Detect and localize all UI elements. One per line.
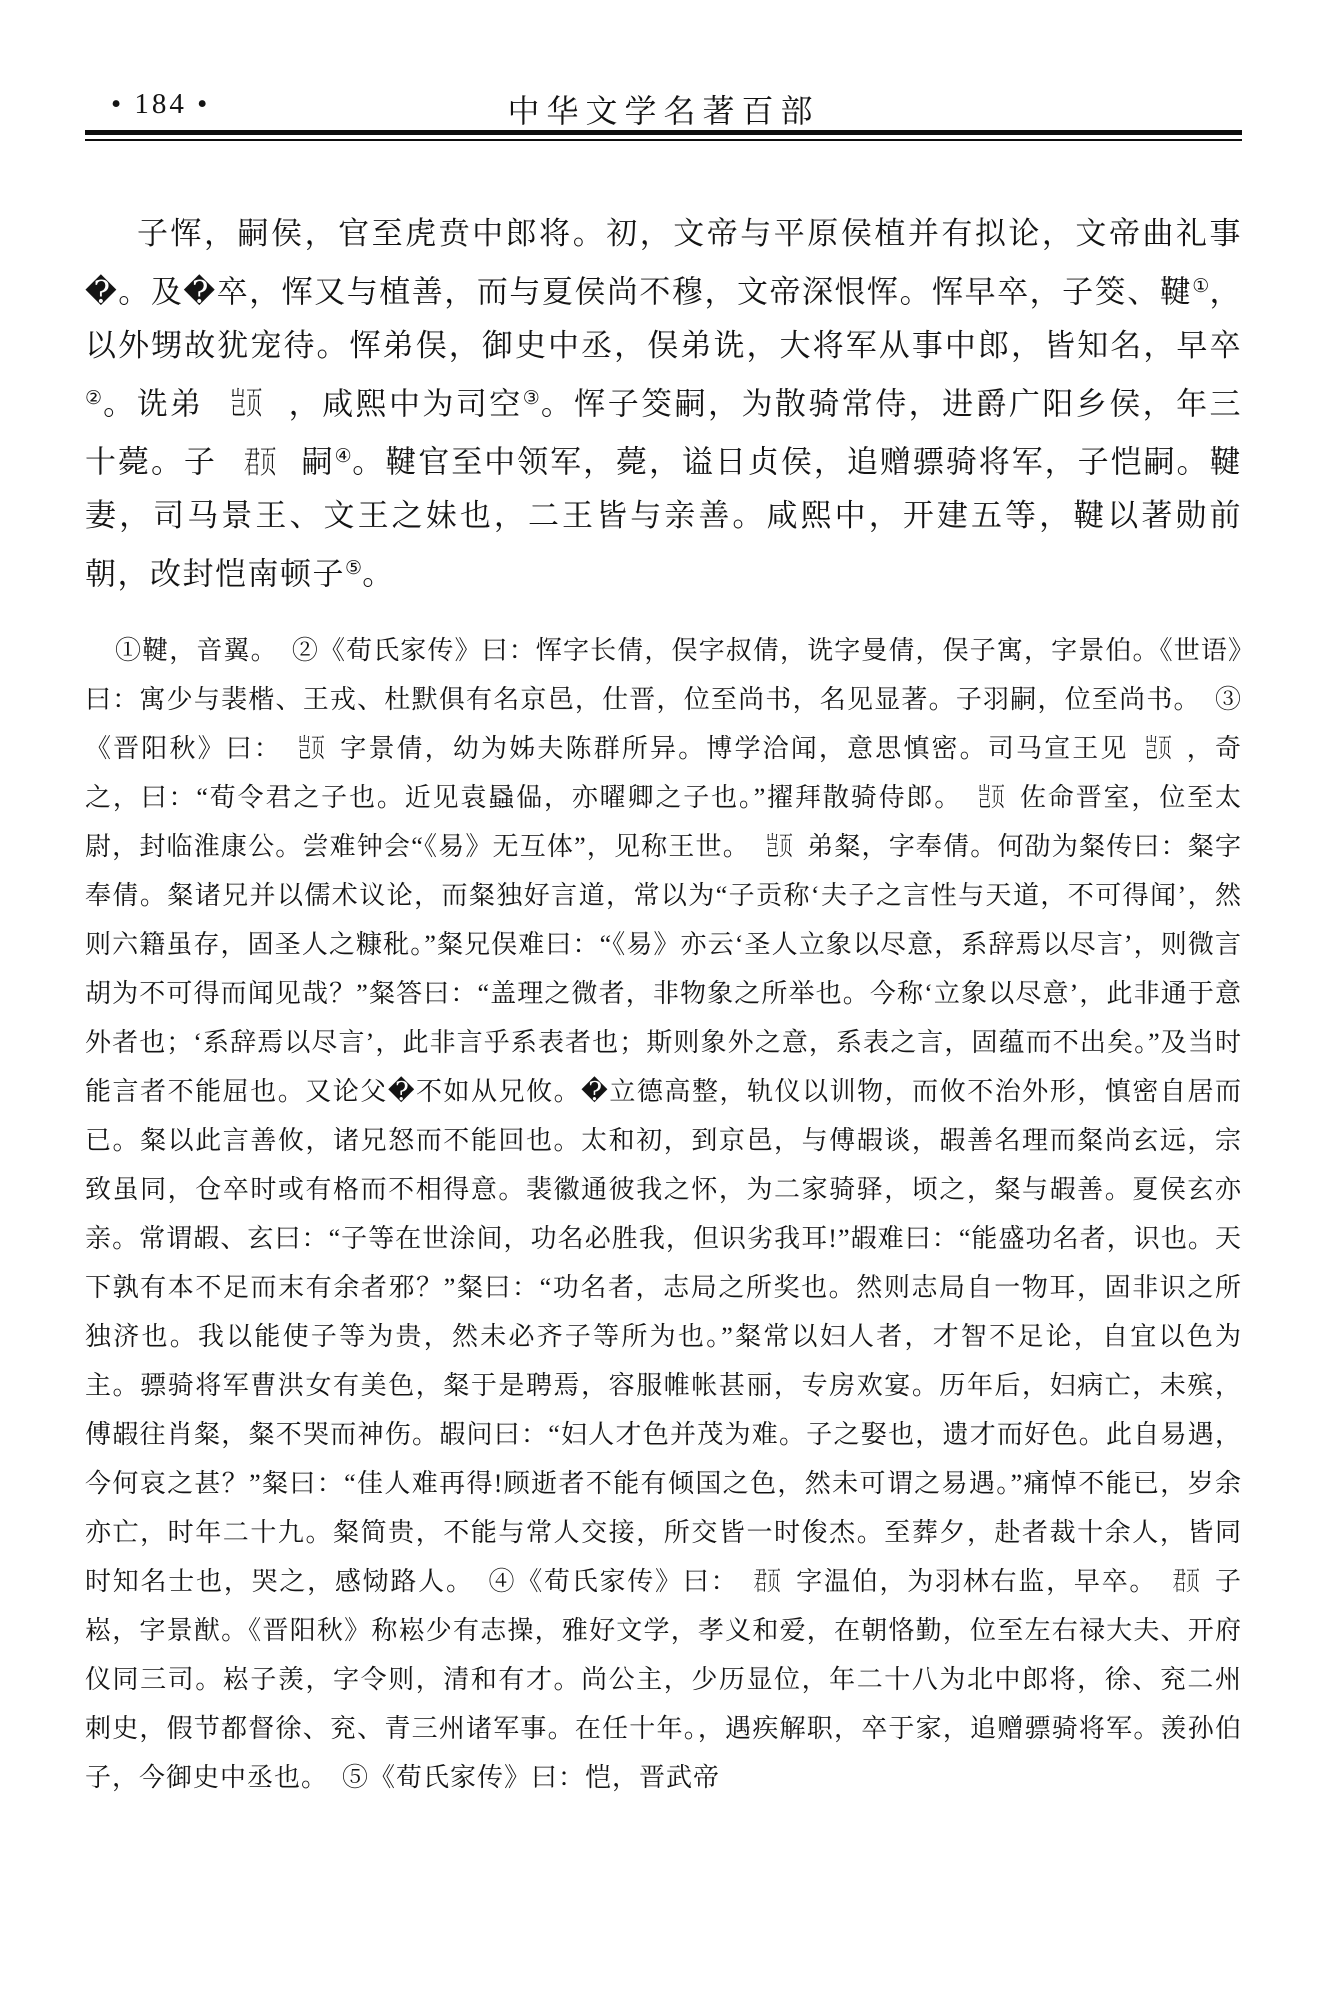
text-run: 。 xyxy=(362,556,395,592)
page-header xyxy=(85,86,1242,130)
text-run: ，奇之，曰：“荀令君之子也。近见袁蟁偘，亦曜卿之子也。”擢拜散骑侍郎。 xyxy=(85,734,1242,813)
footnote-marker: ③ xyxy=(522,387,541,409)
compressed-glyph: 岂页 xyxy=(297,734,325,764)
text-run: 字温伯，为羽林右监，早卒。 xyxy=(795,1567,1158,1597)
page-number: • 184 • xyxy=(111,88,211,120)
compressed-glyph: 君页 xyxy=(1172,1567,1200,1597)
compressed-glyph: 岂页 xyxy=(230,386,263,422)
text-run: 字景倩，幼为姊夫陈群所异。博学洽闻，意思慎密。司马宣王见 xyxy=(339,734,1129,764)
text-run: ，咸熙中为司空 xyxy=(287,386,523,422)
compressed-glyph: 岂页 xyxy=(1144,734,1172,764)
text-run: 。诜弟 xyxy=(103,386,204,422)
text-run: 佐命晋室，位至太尉，封临淮康公。尝难钟会“《易》无互体”，见称王世。 xyxy=(85,783,1242,862)
compressed-glyph: 岂页 xyxy=(977,783,1005,813)
footnote-marker: ② xyxy=(85,387,104,409)
text-run: 。恽子筊嗣，为散骑常侍，进爵广阳乡侯，年三十薨。子 xyxy=(85,386,1243,480)
compressed-glyph: 君页 xyxy=(243,444,277,480)
compressed-glyph: 岂页 xyxy=(765,832,793,862)
book-title: 中华文学名著百部 xyxy=(507,93,820,129)
text-run: 子恽，嗣侯，官至虎贲中郎将。初，文帝与平原侯植并有拟论，文帝曲礼事�。及�卒，恽又与植善，而与夏侯尚不穆，文帝深恨恽。恽早卒，子筊、鞬 xyxy=(85,216,1242,310)
text-run: 弟粲，字奉倩。何劭为粲传曰：粲字奉倩。粲诸兄并以儒术议论，而粲独好言道，常以为“子贡称‘夫子之言性与天道，不可得闻’，然则六籍虽存，固圣人之糠秕。”粲兄俣难曰：“《易》亦云‘圣人立象以尽意，系辞焉以尽言’，则微言胡为不可得而闻见哉？”粲答曰：“盖理之微者，非物象之所举也。今称‘立象以尽意’，此非通于意外者也；‘系辞焉以尽言’，此非言乎系表者也；斯则象外之意，系表之言，固蕴而不出矣。”及当时能言者不能屈也。又论父�不如从兄攸。�立德高整，轨仪以训物，而攸不治外形，慎密自居而已。粲以此言善攸，诸兄怒而不能回也。太和初，到京邑，与傅嘏谈，嘏善名理而粲尚玄远，宗致虽同，仓卒时或有格而不相得意。裴徽通彼我之怀，为二家骑驿，顷之，粲与嘏善。夏侯玄亦亲。常谓嘏、玄曰：“子等在世涂间，功名必胜我，但识劣我耳!”嘏难曰：“能盛功名者，识也。天下孰有本不足而末有余者邪？”粲曰：“功名者，志局之所奖也。然则志局自一物耳，固非识之所独济也。我以能使子等为贵，然未必齐子等所为也。”粲常以妇人者，才智不足论，自宜以色为主。骠骑将军曹洪女有美色，粲于是聘焉，容服帷帐甚丽，专房欢宴。历年后，妇病亡，未殡，傅嘏往肖粲，粲不哭而神伤。嘏问曰：“妇人才色并茂为难。子之娶也，遗才而好色。此自易遇，今何哀之甚？”粲曰：“佳人难再得!顾逝者不能有倾国之色，然未可谓之易遇。”痛悼不能已，岁余亦亡，时年二十九。粲简贵，不能与常人交接，所交皆一时俊杰。至葬夕，赴者裁十余人，皆同时知名士也，哭之，感恸路人。 ④《荀氏家传》曰： xyxy=(85,832,1242,1597)
text-run: 子崧，字景猷。《晋阳秋》称崧少有志操，雅好文学，孝义和爱，在朝恪勤，位至左右禄大夫、开府仪同三司。崧子羡，字令则，清和有才。尚公主，少历显位，年二十八为北中郎将，徐、兖二州刺史，假节都督徐、兖、青三州诸军事。在任十年。，遇疾解职，卒于家，追赠骠骑将军。羡孙伯子，今御史中丞也。 ⑤《荀氏家传》曰：恺，晋武帝 xyxy=(85,1567,1242,1793)
main-text-paragraph xyxy=(85,207,1242,600)
footnote-marker: ① xyxy=(1192,276,1210,297)
footnote-marker: ④ xyxy=(334,446,353,468)
page-content xyxy=(85,86,1242,1802)
text-run: ①鞬，音翼。 ②《荀氏家传》曰：恽字长倩，俣字叔倩，诜字曼倩，俣子寓，字景伯。《世语》曰：寓少与裴楷、王戎、杜默俱有名京邑，仕晋，位至尚书，名见显著。子羽嗣，位至尚书。 ③《晋阳秋》曰： xyxy=(85,636,1242,764)
footnote-marker: ⑤ xyxy=(345,557,363,579)
compressed-glyph: 君页 xyxy=(753,1567,782,1597)
text-run: 嗣 xyxy=(301,444,335,480)
text-run: 。鞬官至中领军，薨，谥日贞侯，追赠骠骑将军，子恺嗣。鞬妻，司马景王、文王之妹也，二王皆与亲善。咸熙中，开建五等，鞬以著勋前朝，改封恺南顿子 xyxy=(85,444,1243,592)
annotation-paragraph xyxy=(85,626,1242,1802)
text-run: ，以外甥故犹宠待。恽弟俣，御史中丞，俣弟诜，大将军从事中郎，皆知名，早卒 xyxy=(85,274,1243,363)
